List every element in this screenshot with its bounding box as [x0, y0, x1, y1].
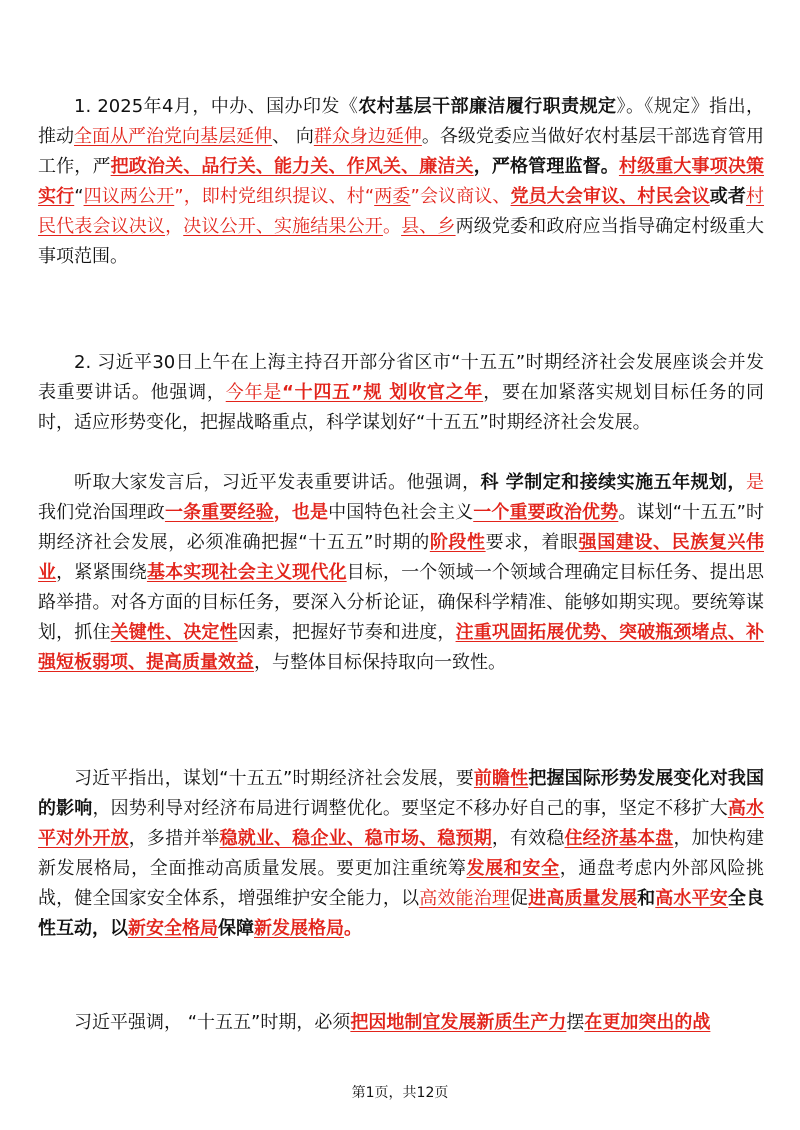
highlight-text: 前瞻性	[473, 768, 529, 789]
highlight-text: 强国建设、民族复兴伟业	[38, 532, 765, 583]
text-run: ，	[165, 216, 184, 237]
bold-text: 农村基层干部廉洁履行职责规定	[358, 96, 617, 117]
highlight-text: 村级重大事项决策实行	[38, 156, 765, 207]
highlight-text: 进高质量发展	[528, 888, 638, 909]
text-run: ，要在加紧落实规划目标任务的同时，适应形势变化，把握战略重点，科学谋划好“十五五”时期经济社会发展。	[38, 382, 765, 433]
highlight-text: 一条重要经验	[164, 502, 274, 523]
highlight-text: 村民代表会议决议	[38, 186, 765, 237]
text-run: 2. 习近平30日上午在上海主持召开部分省区市“十五五”时期经济社会发展座谈会并发表重要讲话。他强调，	[38, 352, 764, 403]
highlight-text: “十四五”规 划收官之年	[282, 382, 484, 403]
highlight-text: 党员大会审议、村民会议	[510, 186, 710, 207]
text-run: 习近平强调， “十五五”时期，必须	[74, 1012, 351, 1033]
text-run: 。	[382, 216, 402, 237]
highlight-text: 群众身边延伸	[313, 126, 422, 147]
highlight-text: 高水平安	[655, 888, 728, 909]
paragraph-3	[38, 468, 764, 678]
highlight-text: 今年是	[225, 382, 283, 403]
text-run: 。各级党委应当做好农村基层干部选育管用工作，严	[38, 126, 765, 177]
text-run: 》。《规定》指出，推动	[38, 96, 765, 147]
text-run: ，有效稳	[491, 828, 565, 849]
text-run: ，通盘考虑内外部风险挑战，健全国家安全体系，增强维护安全能力，以	[38, 858, 765, 909]
highlight-text: ”会议商议、	[410, 186, 511, 207]
highlight-text: ”，即村党组织提议、村“	[174, 186, 375, 207]
highlight-text: 阶段性	[429, 532, 486, 553]
text-run: 促	[510, 888, 529, 909]
highlight-text: 把因地制宜发展新质生产力	[350, 1012, 567, 1033]
text-run: “	[74, 186, 84, 207]
text-run: 。谋划“十五五”时期经济社会发展，必须准确把握“十五五”时期的	[38, 502, 765, 553]
highlight-text: 住经济基本盘	[564, 828, 674, 849]
highlight-text: 四议两公开	[83, 186, 175, 207]
text-run: 要求，着眼	[485, 532, 579, 553]
bold-text: ，严格管理监督。	[473, 156, 619, 177]
bold-text: 和	[637, 888, 656, 909]
highlight-text: 稳就业、稳企业、稳市场、稳预期	[219, 828, 492, 849]
text-run: 我们党治国理政	[38, 502, 165, 523]
highlight-text: 高水平对外开放	[38, 798, 765, 849]
text-run: 。	[344, 918, 362, 939]
bold-text: 或者	[709, 186, 747, 207]
text-run: 1. 2025年4月，中办、国办印发《	[74, 96, 359, 117]
text-run: 中国特色社会主义	[328, 502, 474, 523]
paragraph-1	[38, 92, 764, 272]
text-run: 因素，把握好节奏和进度，	[237, 622, 456, 643]
bold-text: 科 学制定和接续实施五年规划，	[480, 472, 747, 493]
bold-text: 保障	[218, 918, 254, 939]
highlight-text: 县、乡	[401, 216, 456, 237]
bold-text: 全良性互动，以	[38, 888, 765, 939]
paragraph-5	[38, 1008, 764, 1038]
text-run: 习近平指出，谋划“十五五”时期经济社会发展，要	[74, 768, 474, 789]
text-run: 听取大家发言后，习近平发表重要讲话。他强调，	[74, 472, 481, 493]
highlight-text: 把政治关、品行关、能力关、作风关、廉洁关	[110, 156, 474, 177]
highlight-text: 全面从严治党向基层延伸	[74, 126, 273, 147]
highlight-text: 高效能治理	[419, 888, 511, 909]
text-run: ，与整体目标保持取向一致性。	[254, 652, 506, 673]
bold-text: 把握国际形势发展变化对我国的影响	[38, 768, 764, 819]
highlight-text: 新安全格局	[128, 918, 218, 939]
highlight-text: 注重巩固拓展优势、突破瓶颈堵点、补强短板弱项、提高质量效益	[38, 622, 765, 673]
text-run: ，因势利导对经济布局进行调整优化。要坚定不移办好自己的事，坚定不移扩大	[92, 798, 728, 819]
paragraph-4	[38, 764, 764, 944]
text-run: 目标，一个领域一个领域合理确定目标任务、提出思路举措。对各方面的目标任务，要深入分析论证，确保科学精准、能够如期实现。要统筹谋划，抓住	[38, 562, 765, 643]
text-run: 两级党委和政府应当指导确定村级重大事项范围。	[38, 216, 765, 267]
highlight-text: 基本实现社会主义现代化	[146, 562, 347, 583]
page-footer: 第1页，共12页	[351, 1085, 449, 1101]
paragraph-2	[38, 348, 764, 438]
highlight-text: 是	[746, 472, 765, 493]
text-run: ，多措并举	[128, 828, 220, 849]
highlight-text: 新发展格局	[254, 918, 344, 939]
text-run: 摆	[566, 1012, 585, 1033]
text-run: ，紧紧围绕	[56, 562, 147, 583]
highlight-text: 两委	[374, 186, 411, 207]
highlight-text: 发展和安全	[466, 858, 560, 879]
highlight-text: ，也是	[273, 502, 329, 523]
highlight-text: 一个重要政治优势	[473, 502, 619, 523]
text-run: 、 向	[272, 126, 314, 147]
text-run: ，加快构建新发展格局，全面推动高质量发展。要更加注重统筹	[38, 828, 765, 879]
highlight-text: 决议公开、实施结果公开	[183, 216, 383, 237]
highlight-text: 在更加突出的战	[584, 1012, 711, 1033]
highlight-text: 关键性、决定性	[110, 622, 238, 643]
